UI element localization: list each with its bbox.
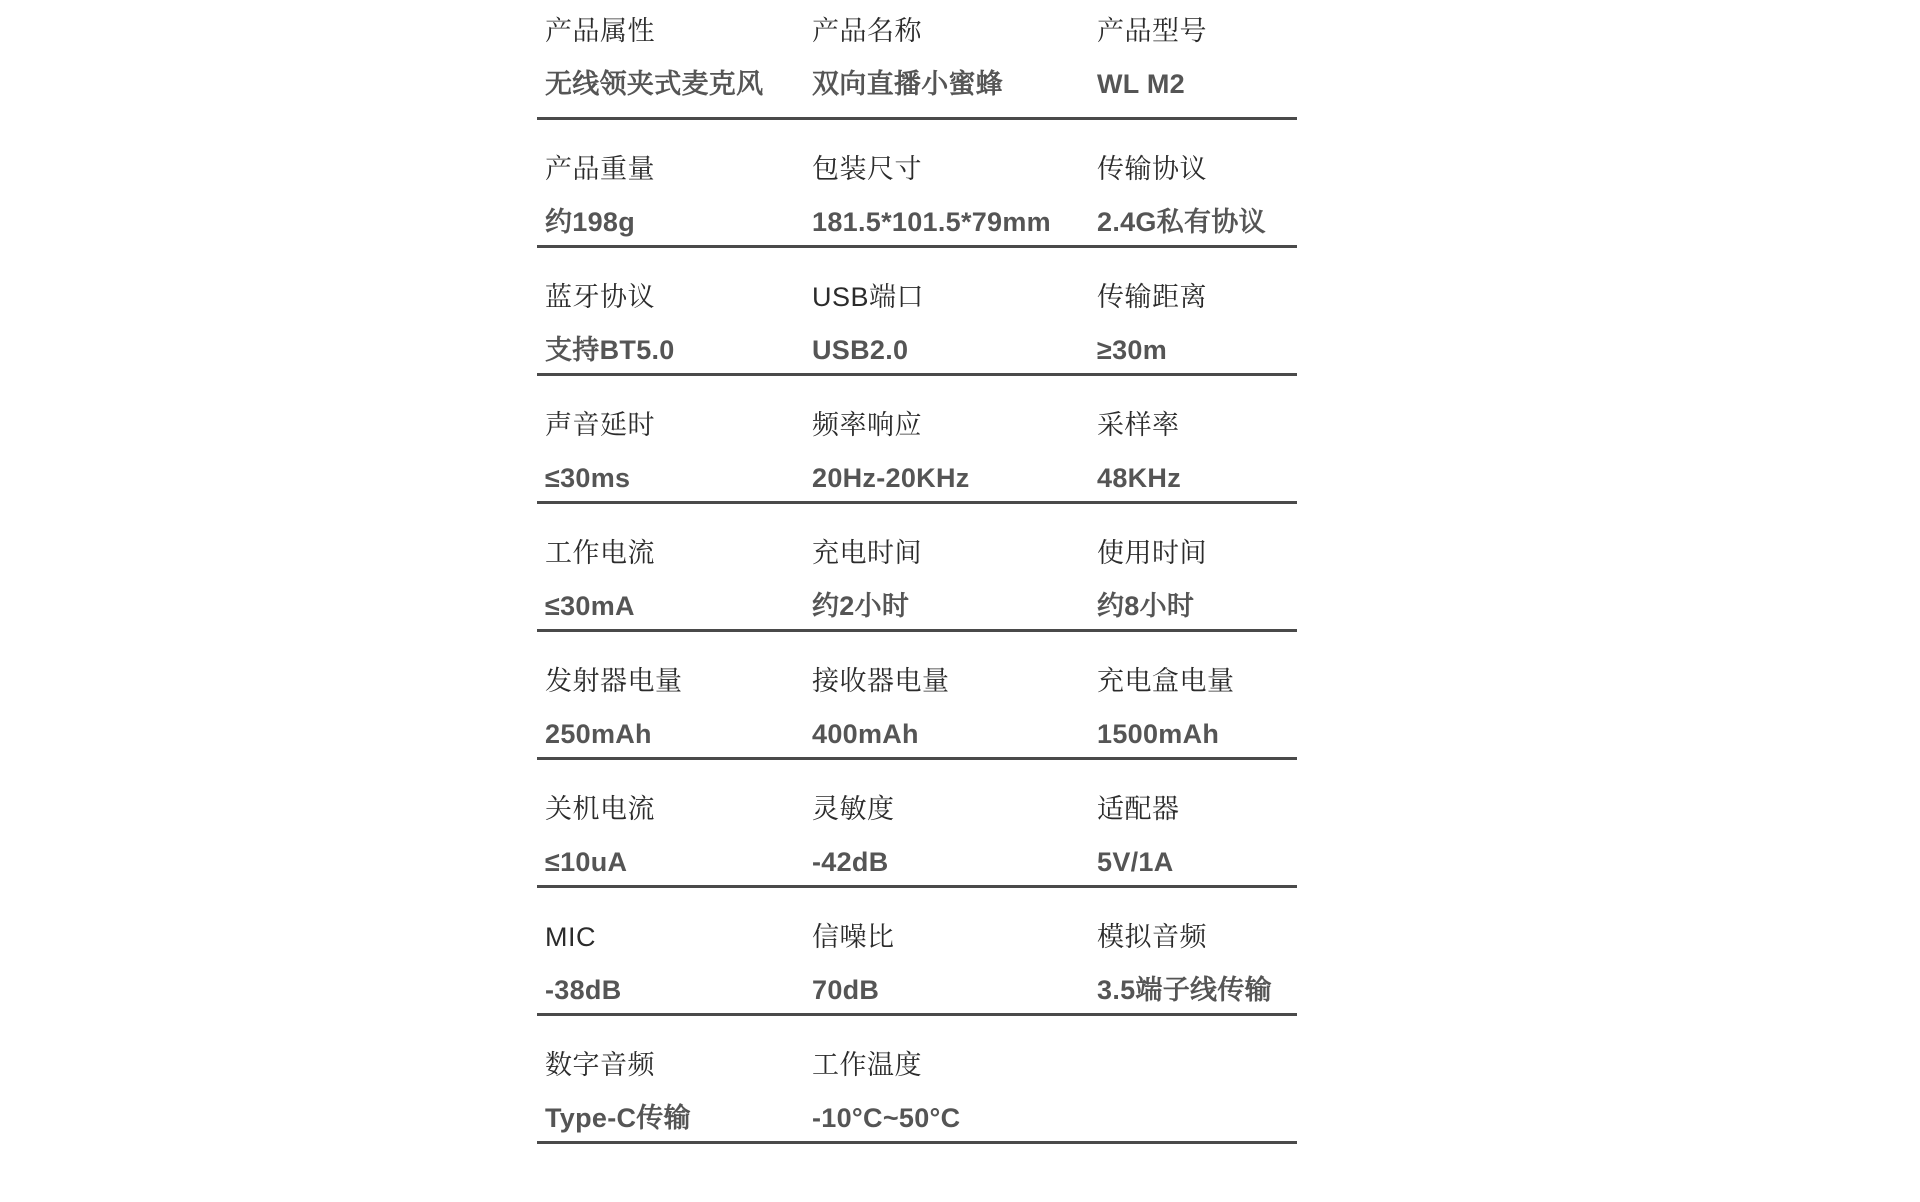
spec-label: 发射器电量 xyxy=(545,666,683,696)
spec-cell xyxy=(1089,153,1297,245)
spec-cell xyxy=(804,537,1089,629)
spec-label: MIC xyxy=(545,922,596,952)
spec-cell xyxy=(537,15,804,117)
spec-label: 灵敏度 xyxy=(812,794,895,824)
spec-table xyxy=(537,15,1297,1144)
spec-value: ≤30mA xyxy=(545,591,635,621)
spec-value: 70dB xyxy=(812,975,880,1005)
spec-label: 传输协议 xyxy=(1097,154,1207,184)
spec-label: 关机电流 xyxy=(545,794,655,824)
spec-value: 5V/1A xyxy=(1097,847,1174,877)
spec-value: -10°C~50°C xyxy=(812,1103,961,1133)
spec-value: 双向直播小蜜蜂 xyxy=(812,69,1004,99)
spec-row xyxy=(537,632,1297,760)
spec-value: ≤30ms xyxy=(545,463,631,493)
spec-cell xyxy=(1089,1049,1297,1141)
spec-cell xyxy=(537,409,804,501)
spec-label: 频率响应 xyxy=(812,410,922,440)
spec-value: 约8小时 xyxy=(1097,591,1195,621)
spec-row xyxy=(537,1016,1297,1144)
spec-value: 3.5端子线传输 xyxy=(1097,975,1272,1005)
spec-label: 声音延时 xyxy=(545,410,655,440)
spec-label: 工作电流 xyxy=(545,538,655,568)
spec-label: 数字音频 xyxy=(545,1050,655,1080)
spec-value: 250mAh xyxy=(545,719,652,749)
spec-cell xyxy=(537,281,804,373)
spec-label: 采样率 xyxy=(1097,410,1180,440)
spec-label: USB端口 xyxy=(812,282,925,312)
spec-cell xyxy=(1089,793,1297,885)
spec-label: 适配器 xyxy=(1097,794,1180,824)
spec-cell xyxy=(537,153,804,245)
spec-cell xyxy=(537,921,804,1013)
spec-cell xyxy=(804,1049,1089,1141)
spec-value: USB2.0 xyxy=(812,335,909,365)
spec-cell xyxy=(537,1049,804,1141)
spec-value: 400mAh xyxy=(812,719,919,749)
spec-cell xyxy=(1089,281,1297,373)
spec-value: 约2小时 xyxy=(812,591,910,621)
spec-label: 使用时间 xyxy=(1097,538,1207,568)
spec-label: 信噪比 xyxy=(812,922,895,952)
spec-value: 20Hz-20KHz xyxy=(812,463,970,493)
spec-value: 约198g xyxy=(545,207,636,237)
spec-value: ≤10uA xyxy=(545,847,628,877)
spec-cell xyxy=(804,409,1089,501)
spec-cell xyxy=(804,15,1089,117)
spec-cell xyxy=(537,665,804,757)
spec-label: 充电时间 xyxy=(812,538,922,568)
spec-cell xyxy=(804,153,1089,245)
spec-row xyxy=(537,504,1297,632)
spec-cell xyxy=(804,281,1089,373)
spec-value: ≥30m xyxy=(1097,335,1168,365)
spec-label: 接收器电量 xyxy=(812,666,950,696)
spec-label: 传输距离 xyxy=(1097,282,1207,312)
spec-cell xyxy=(537,537,804,629)
spec-value: 2.4G私有协议 xyxy=(1097,207,1266,237)
spec-label: 产品型号 xyxy=(1097,16,1207,46)
spec-label: 模拟音频 xyxy=(1097,922,1207,952)
spec-label: 工作温度 xyxy=(812,1050,922,1080)
spec-value: 支持BT5.0 xyxy=(545,335,675,365)
spec-cell xyxy=(804,793,1089,885)
spec-row xyxy=(537,15,1297,120)
spec-row xyxy=(537,760,1297,888)
spec-value: WL M2 xyxy=(1097,69,1185,99)
spec-value: 1500mAh xyxy=(1097,719,1220,749)
spec-cell xyxy=(1089,665,1297,757)
spec-cell xyxy=(1089,921,1297,1013)
spec-value: 无线领夹式麦克风 xyxy=(545,69,764,99)
spec-cell xyxy=(1089,537,1297,629)
spec-cell xyxy=(1089,409,1297,501)
spec-value: 181.5*101.5*79mm xyxy=(812,207,1051,237)
spec-value: 48KHz xyxy=(1097,463,1182,493)
spec-cell xyxy=(1089,15,1297,117)
spec-label: 包装尺寸 xyxy=(812,154,922,184)
spec-row xyxy=(537,376,1297,504)
spec-value: -38dB xyxy=(545,975,622,1005)
spec-cell xyxy=(804,921,1089,1013)
spec-label: 充电盒电量 xyxy=(1097,666,1235,696)
spec-label: 产品重量 xyxy=(545,154,655,184)
spec-value: -42dB xyxy=(812,847,889,877)
spec-label: 产品名称 xyxy=(812,16,922,46)
spec-label: 产品属性 xyxy=(545,16,655,46)
spec-label: 蓝牙协议 xyxy=(545,282,655,312)
spec-cell xyxy=(804,665,1089,757)
spec-row xyxy=(537,888,1297,1016)
spec-value: Type-C传输 xyxy=(545,1103,691,1133)
spec-cell xyxy=(537,793,804,885)
spec-row xyxy=(537,248,1297,376)
spec-row xyxy=(537,120,1297,248)
